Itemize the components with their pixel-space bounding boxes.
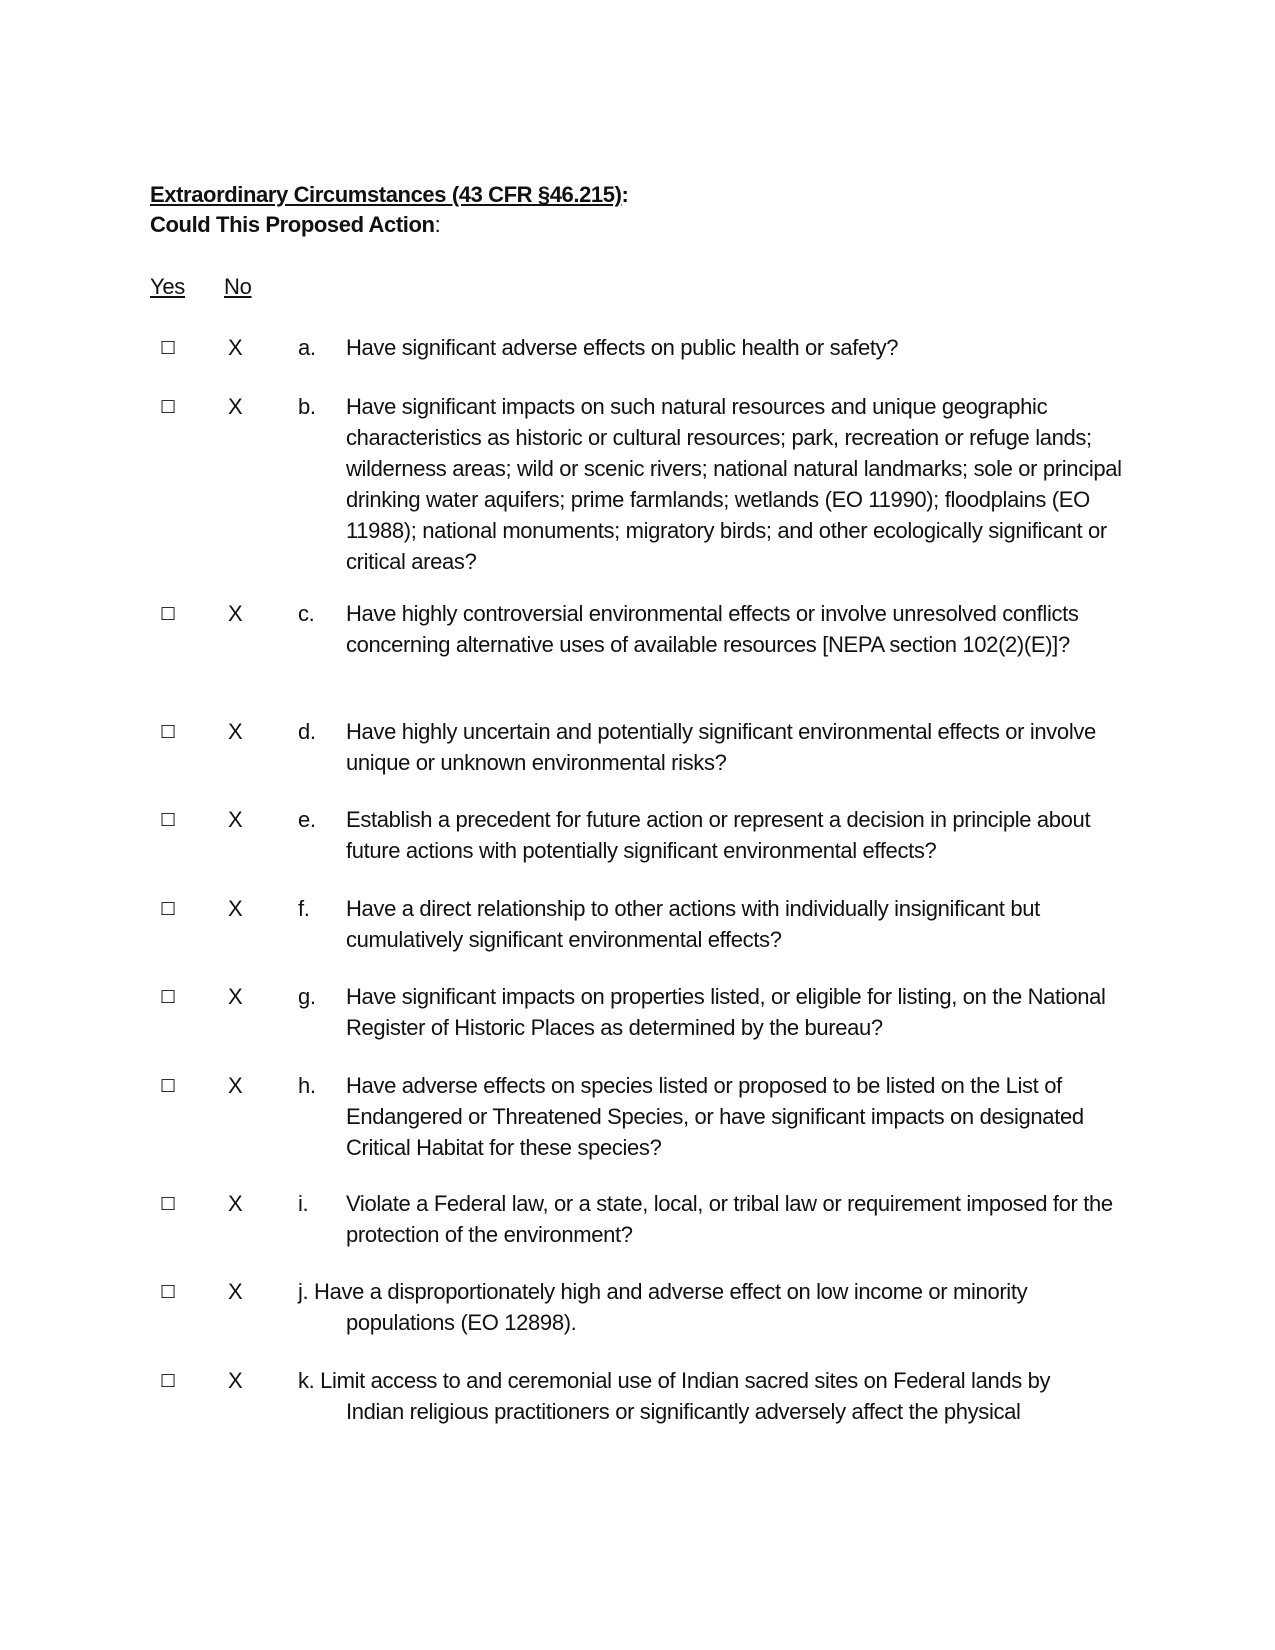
yes-checkbox[interactable]: □ — [160, 396, 176, 416]
no-checkmark[interactable]: X — [228, 896, 243, 921]
no-checkmark[interactable]: X — [228, 1073, 243, 1098]
question-text: Have significant adverse effects on public health or safety? — [346, 335, 899, 360]
section-title-colon: : — [621, 182, 629, 207]
question-text: Violate a Federal law, or a state, local, or tribal law or requirement imposed for the protection of the environment? — [346, 1191, 1113, 1247]
item-letter: b. — [298, 394, 316, 419]
section-subtitle — [150, 212, 440, 238]
no-checkmark[interactable]: X — [228, 394, 243, 419]
no-checkmark[interactable]: X — [228, 984, 243, 1009]
question-text-line-2: populations (EO 12898). — [346, 1310, 577, 1335]
no-checkmark[interactable]: X — [228, 719, 243, 744]
yes-checkbox[interactable]: □ — [160, 809, 176, 829]
yes-checkbox[interactable]: □ — [160, 1281, 176, 1301]
question-text: Have highly controversial environmental effects or involve unresolved conflicts concerning alternative uses of available resources [NEPA section 102(2)(E)]? — [346, 601, 1079, 657]
item-letter: c. — [298, 601, 315, 626]
question-text: Have a direct relationship to other actions with individually insignificant but cumulatively significant environmental effects? — [346, 896, 1040, 952]
question-text: Have highly uncertain and potentially significant environmental effects or involve unique or unknown environmental risks? — [346, 719, 1096, 775]
item-letter: f. — [298, 896, 310, 921]
yes-checkbox[interactable]: □ — [160, 1075, 176, 1095]
item-letter: g. — [298, 984, 316, 1009]
yes-checkbox[interactable]: □ — [160, 603, 176, 623]
question-text: Have adverse effects on species listed or proposed to be listed on the List of Endangered or Threatened Species, or have significant impacts on designated Critical Habitat for these species? — [346, 1073, 1084, 1160]
yes-checkbox[interactable]: □ — [160, 337, 176, 357]
no-checkmark[interactable]: X — [228, 1368, 243, 1393]
section-title — [150, 182, 628, 208]
yes-checkbox[interactable]: □ — [160, 721, 176, 741]
item-letter: d. — [298, 719, 316, 744]
column-header-no: No — [224, 274, 252, 299]
yes-checkbox[interactable]: □ — [160, 898, 176, 918]
section-subtitle-colon: : — [434, 212, 441, 237]
no-checkmark[interactable]: X — [228, 1191, 243, 1216]
no-checkmark[interactable]: X — [228, 601, 243, 626]
question-text-line-2: Indian religious practitioners or significantly adversely affect the physical — [346, 1399, 1021, 1424]
item-letter: a. — [298, 335, 316, 360]
column-header-yes: Yes — [150, 274, 185, 299]
yes-checkbox[interactable]: □ — [160, 1370, 176, 1390]
item-letter: i. — [298, 1191, 309, 1216]
question-text-line-1: j. Have a disproportionately high and adverse effect on low income or minority — [298, 1279, 1028, 1304]
question-text: Have significant impacts on properties listed, or eligible for listing, on the National Register of Historic Places as determined by the bureau? — [346, 984, 1106, 1040]
no-checkmark[interactable]: X — [228, 1279, 243, 1304]
section-subtitle-text: Could This Proposed Action — [150, 212, 435, 237]
item-letter: e. — [298, 807, 316, 832]
question-text-line-1: k. Limit access to and ceremonial use of Indian sacred sites on Federal lands by — [298, 1368, 1051, 1393]
question-text: Have significant impacts on such natural resources and unique geographic characteristics as historic or cultural resources; park, recreation or refuge lands; wilderness areas; wild or scenic rivers; national natural landmarks; sole or principal drinking water aquifers; prime farmlands; wetlands (EO 11990); floodplains (EO 11988); national monuments; migratory birds; and other ecologically significant or critical areas? — [346, 394, 1122, 574]
no-checkmark[interactable]: X — [228, 335, 243, 360]
no-checkmark[interactable]: X — [228, 807, 243, 832]
yes-checkbox[interactable]: □ — [160, 1193, 176, 1213]
section-title-text: Extraordinary Circumstances (43 CFR §46.215) — [150, 182, 622, 207]
question-text: Establish a precedent for future action or represent a decision in principle about future actions with potentially significant environmental effects? — [346, 807, 1091, 863]
item-letter: h. — [298, 1073, 316, 1098]
yes-checkbox[interactable]: □ — [160, 986, 176, 1006]
